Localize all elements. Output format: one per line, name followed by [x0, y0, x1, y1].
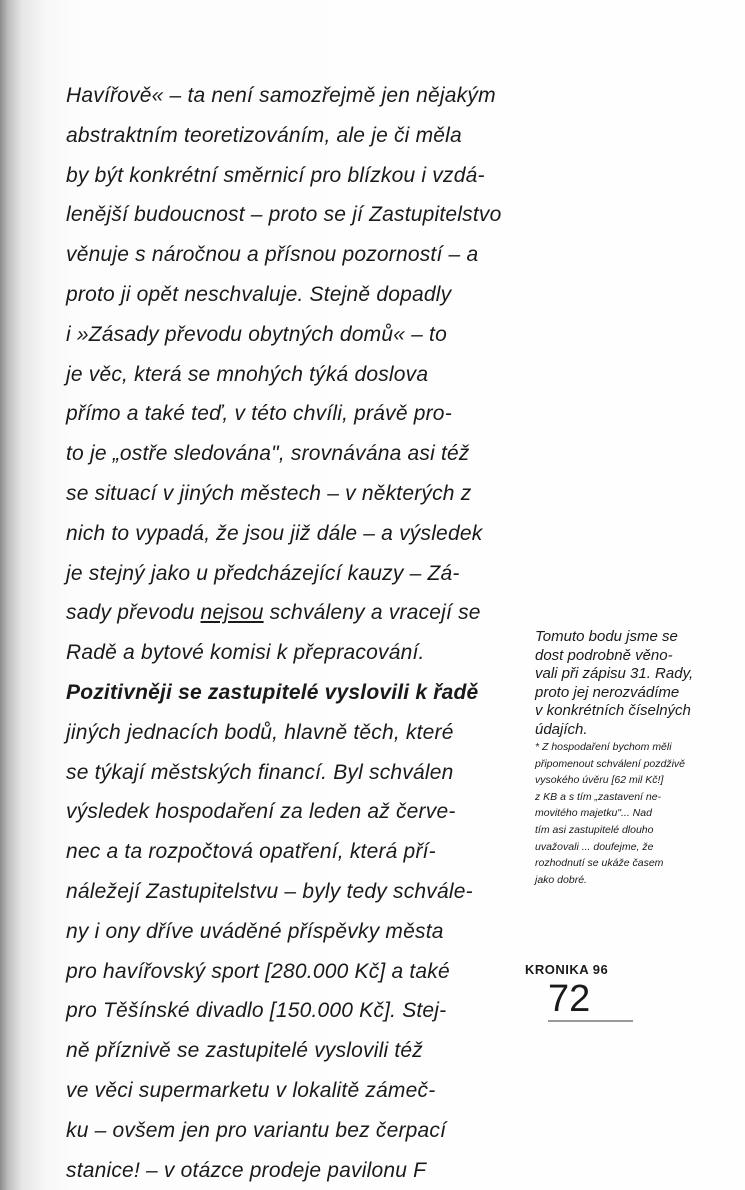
note-line: dost podrobně věno-: [535, 646, 673, 664]
text-line: to je „ostře sledována", srovnávána asi též: [66, 442, 470, 466]
text-line: je stejný jako u předcházející kauzy – Zá-: [66, 561, 460, 585]
text-line: je věc, která se mnohých týká doslova: [66, 362, 429, 386]
text-line: nich to vypadá, že jsou již dále – a výsledek: [66, 521, 483, 545]
text-line: ně příznivě se zastupitelé vyslovili též: [66, 1039, 423, 1063]
page-number-underline: [548, 1020, 633, 1022]
footnote-line: připomenout schválení pozdživě: [535, 757, 686, 770]
side-note: [535, 628, 740, 888]
text-line: náležejí Zastupitelstvu – byly tedy schvále-: [66, 879, 473, 903]
text-line: pro Těšínské divadlo [150.000 Kč]. Stej-: [66, 999, 447, 1023]
footnote-line: jako dobré.: [535, 873, 587, 886]
text-line: lenější budoucnost – proto se jí Zastupitelstvo: [66, 203, 502, 227]
text-line: i »Zásady převodu obytných domů« – to: [66, 322, 447, 346]
chronicle-label: KRONIKA 96: [525, 962, 609, 977]
main-handwritten-text: [66, 76, 501, 1190]
footnote-line: movitého majetku"... Nad: [535, 807, 652, 820]
text-line: přímo a také teď, v této chvíli, právě pro-: [66, 402, 452, 426]
footnote-line: * Z hospodaření bychom měli: [535, 741, 672, 753]
text-line: ve věci supermarketu v lokalitě zámeč-: [66, 1078, 436, 1102]
text-line: pro havířovský sport [280.000 Kč] a také: [66, 959, 450, 983]
note-line: proto jej nerozvádíme: [535, 683, 680, 701]
text-line: ny i ony dříve uváděné příspěvky města: [66, 919, 444, 943]
text-line: by být konkrétní směrnicí pro blízkou i vzdá-: [66, 163, 485, 187]
page-number: 72: [548, 978, 591, 1020]
text-line: se týkají městských financí. Byl schválen: [66, 760, 454, 784]
text-line: jiných jednacích bodů, hlavně těch, které: [66, 720, 454, 744]
underlined-word: nejsou: [200, 601, 264, 625]
text-line: nec a ta rozpočtová opatření, která pří-: [66, 840, 436, 864]
footnote-line: tím asi zastupitelé dlouho: [535, 823, 654, 836]
text-segment: sady převodu: [66, 601, 201, 625]
text-line: stanice! – v otázce prodeje pavilonu F: [66, 1158, 427, 1182]
text-line: ku – ovšem jen pro variantu bez čerpací: [66, 1118, 447, 1142]
text-line: Pozitivněji se zastupitelé vyslovili k řadě: [66, 680, 479, 704]
note-line: údajích.: [535, 720, 588, 738]
text-line: Radě a bytové komisi k přepracování.: [66, 641, 425, 665]
text-line: abstraktním teoretizováním, ale je či měla: [66, 123, 462, 147]
text-line: [66, 593, 501, 633]
footnote-line: uvažovali ... doufejme, že: [535, 840, 654, 853]
note-line: vali při zápisu 31. Rady,: [535, 665, 694, 682]
text-line: Havířově« – ta není samozřejmě jen nějakým: [66, 84, 496, 107]
footnote-line: z KB a s tím „zastavení ne-: [535, 790, 662, 803]
text-line: výsledek hospodaření za leden až červe-: [66, 800, 456, 824]
note-line: v konkrétních číselných: [535, 702, 691, 719]
text-line: se situací v jiných městech – v některých z: [66, 481, 472, 505]
text-segment: schváleny a vracejí se: [263, 601, 481, 625]
note-line: Tomuto bodu jsme se: [535, 628, 678, 645]
footnote-line: vysokého úvěru [62 mil Kč!]: [535, 774, 664, 787]
footnote-line: rozhodnutí se ukáže časem: [535, 857, 664, 870]
text-line: proto ji opět neschvaluje. Stejně dopadly: [66, 282, 452, 306]
text-line: věnuje s náročnou a přísnou pozorností – a: [66, 243, 479, 267]
